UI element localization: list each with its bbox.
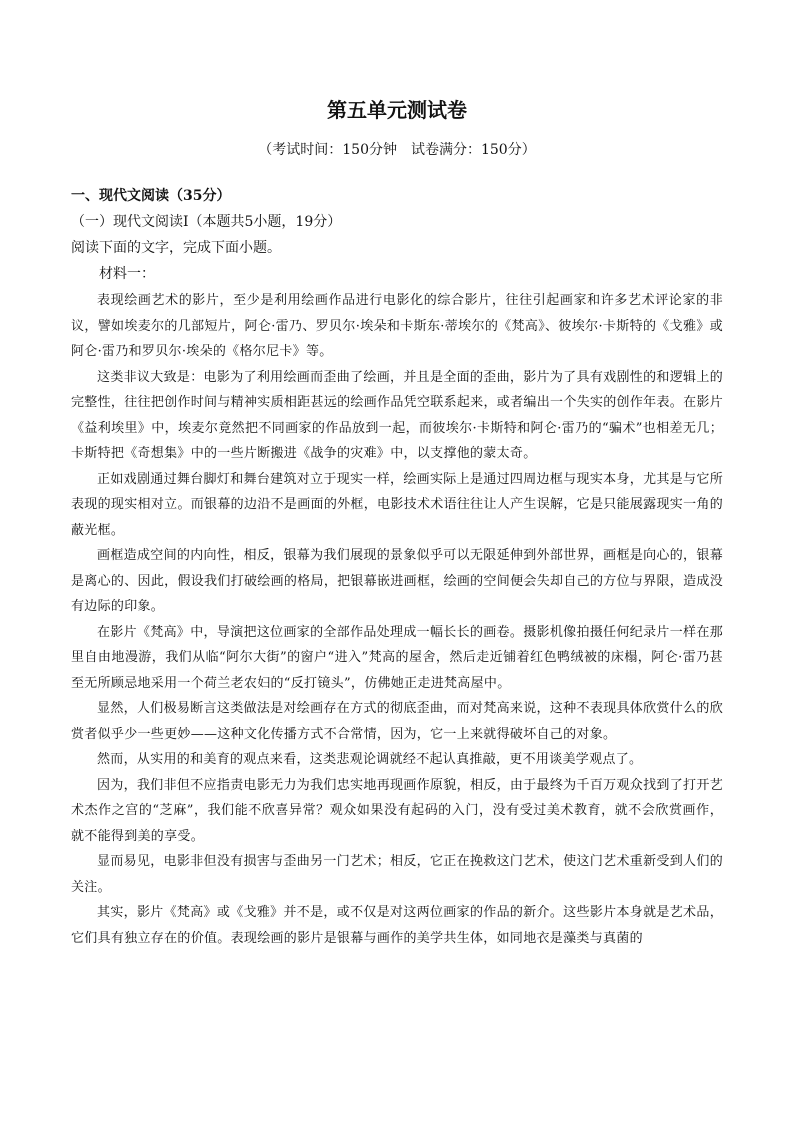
reading-instruction: 阅读下面的文字，完成下面小题。: [71, 240, 281, 256]
exam-time-info: （考试时间：150分钟 试卷满分：150分）: [258, 142, 536, 158]
exam-title: 第五单元测试卷: [327, 98, 467, 122]
article-paragraph: 正如戏剧通过舞台脚灯和舞台建筑对立于现实一样，绘画实际上是通过四周边框与现实本身，尤其是与它所表现的现实相对立。而银幕的边沿不是画面的外框，电影技术术语往往让人产生误解，它是只能展露现实一角的蔽光框。: [71, 471, 723, 538]
article-paragraph: 画框造成空间的内向性，相反，银幕为我们展现的景象似乎可以无限延伸到外部世界，画框是向心的，银幕是离心的、因此，假设我们打破绘画的格局，把银幕嵌进画框，绘画的空间便会失却自己的方位与界限，造成没有边际的印象。: [71, 548, 723, 614]
article-paragraph: 表现绘画艺术的影片，至少是利用绘画作品进行电影化的综合影片，往往引起画家和许多艺术评论家的非议，譬如埃麦尔的几部短片，阿仑·雷乃、罗贝尔·埃朵和卡斯东·蒂埃尔的《梵高》、彼埃尔·卡斯特的《戈雅》或阿仑·雷乃和罗贝尔·埃朵的《格尔尼卡》等。: [71, 293, 723, 359]
section-heading: 一、现代文阅读（35分）: [71, 188, 231, 204]
article-paragraph: 其实，影片《梵高》或《戈雅》并不是，或不仅是对这两位画家的作品的新介。这些影片本身就是艺术品，它们具有独立存在的价值。表现绘画的影片是银幕与画作的美学共生体，如同地衣是藻类与真菌的: [71, 905, 723, 946]
article-paragraph: 然而，从实用的和美育的观点来看，这类悲观论调就经不起认真推敲，更不用谈美学观点了。: [97, 752, 643, 767]
article-paragraph: 因为，我们非但不应指责电影无力为我们忠实地再现画作原貌，相反，由于最终为千百万观众找到了打开艺术杰作之宫的“芝麻”，我们能不欣喜异常？观众如果没有起码的入门，没有受过美术教育，就不会欣赏画作，就不能得到美的享受。: [71, 777, 723, 844]
material-label: 材料一：: [99, 266, 155, 282]
article-paragraph: 这类非议大致是：电影为了利用绘画而歪曲了绘画，并且是全面的歪曲，影片为了具有戏剧性的和逻辑上的完整性，往往把创作时间与精神实质相距甚远的绘画作品凭空联系起来，或者编出一个失实的创作年表。在影片《益利埃里》中，埃麦尔竟然把不同画家的作品放到一起，而彼埃尔·卡斯特和阿仑·雷乃的“骗术”也相差无几；卡斯特把《奇想集》中的一些片断搬进《战争的灾难》中，以支撑他的蒙太奇。: [71, 369, 723, 461]
article-paragraph: 在影片《梵高》中，导演把这位画家的全部作品处理成一幅长长的画卷。摄影机像拍摄任何纪录片一样在那里自由地漫游，我们从临“阿尔大街”的窗户“进入”梵高的屋舍，然后走近铺着红色鸭绒被的床榻，阿仑·雷乃甚至无所顾忌地采用一个荷兰老农妇的“反打镜头”，仿佛她正走进梵高屋中。: [71, 624, 723, 691]
article-paragraph: 显而易见，电影非但没有损害与歪曲另一门艺术；相反，它正在挽救这门艺术，使这门艺术重新受到人们的关注。: [71, 854, 723, 895]
sub-section-heading: （一）现代文阅读Ⅰ（本题共5小题，19分）: [71, 214, 342, 230]
article-body: [71, 288, 723, 951]
article-paragraph: 显然，人们极易断言这类做法是对绘画存在方式的彻底歪曲，而对梵高来说，这种不表现具体欣赏什么的欣赏者似乎少一些更妙——这种文化传播方式不合常情，因为，它一上来就得破坏自己的对象。: [71, 701, 723, 742]
